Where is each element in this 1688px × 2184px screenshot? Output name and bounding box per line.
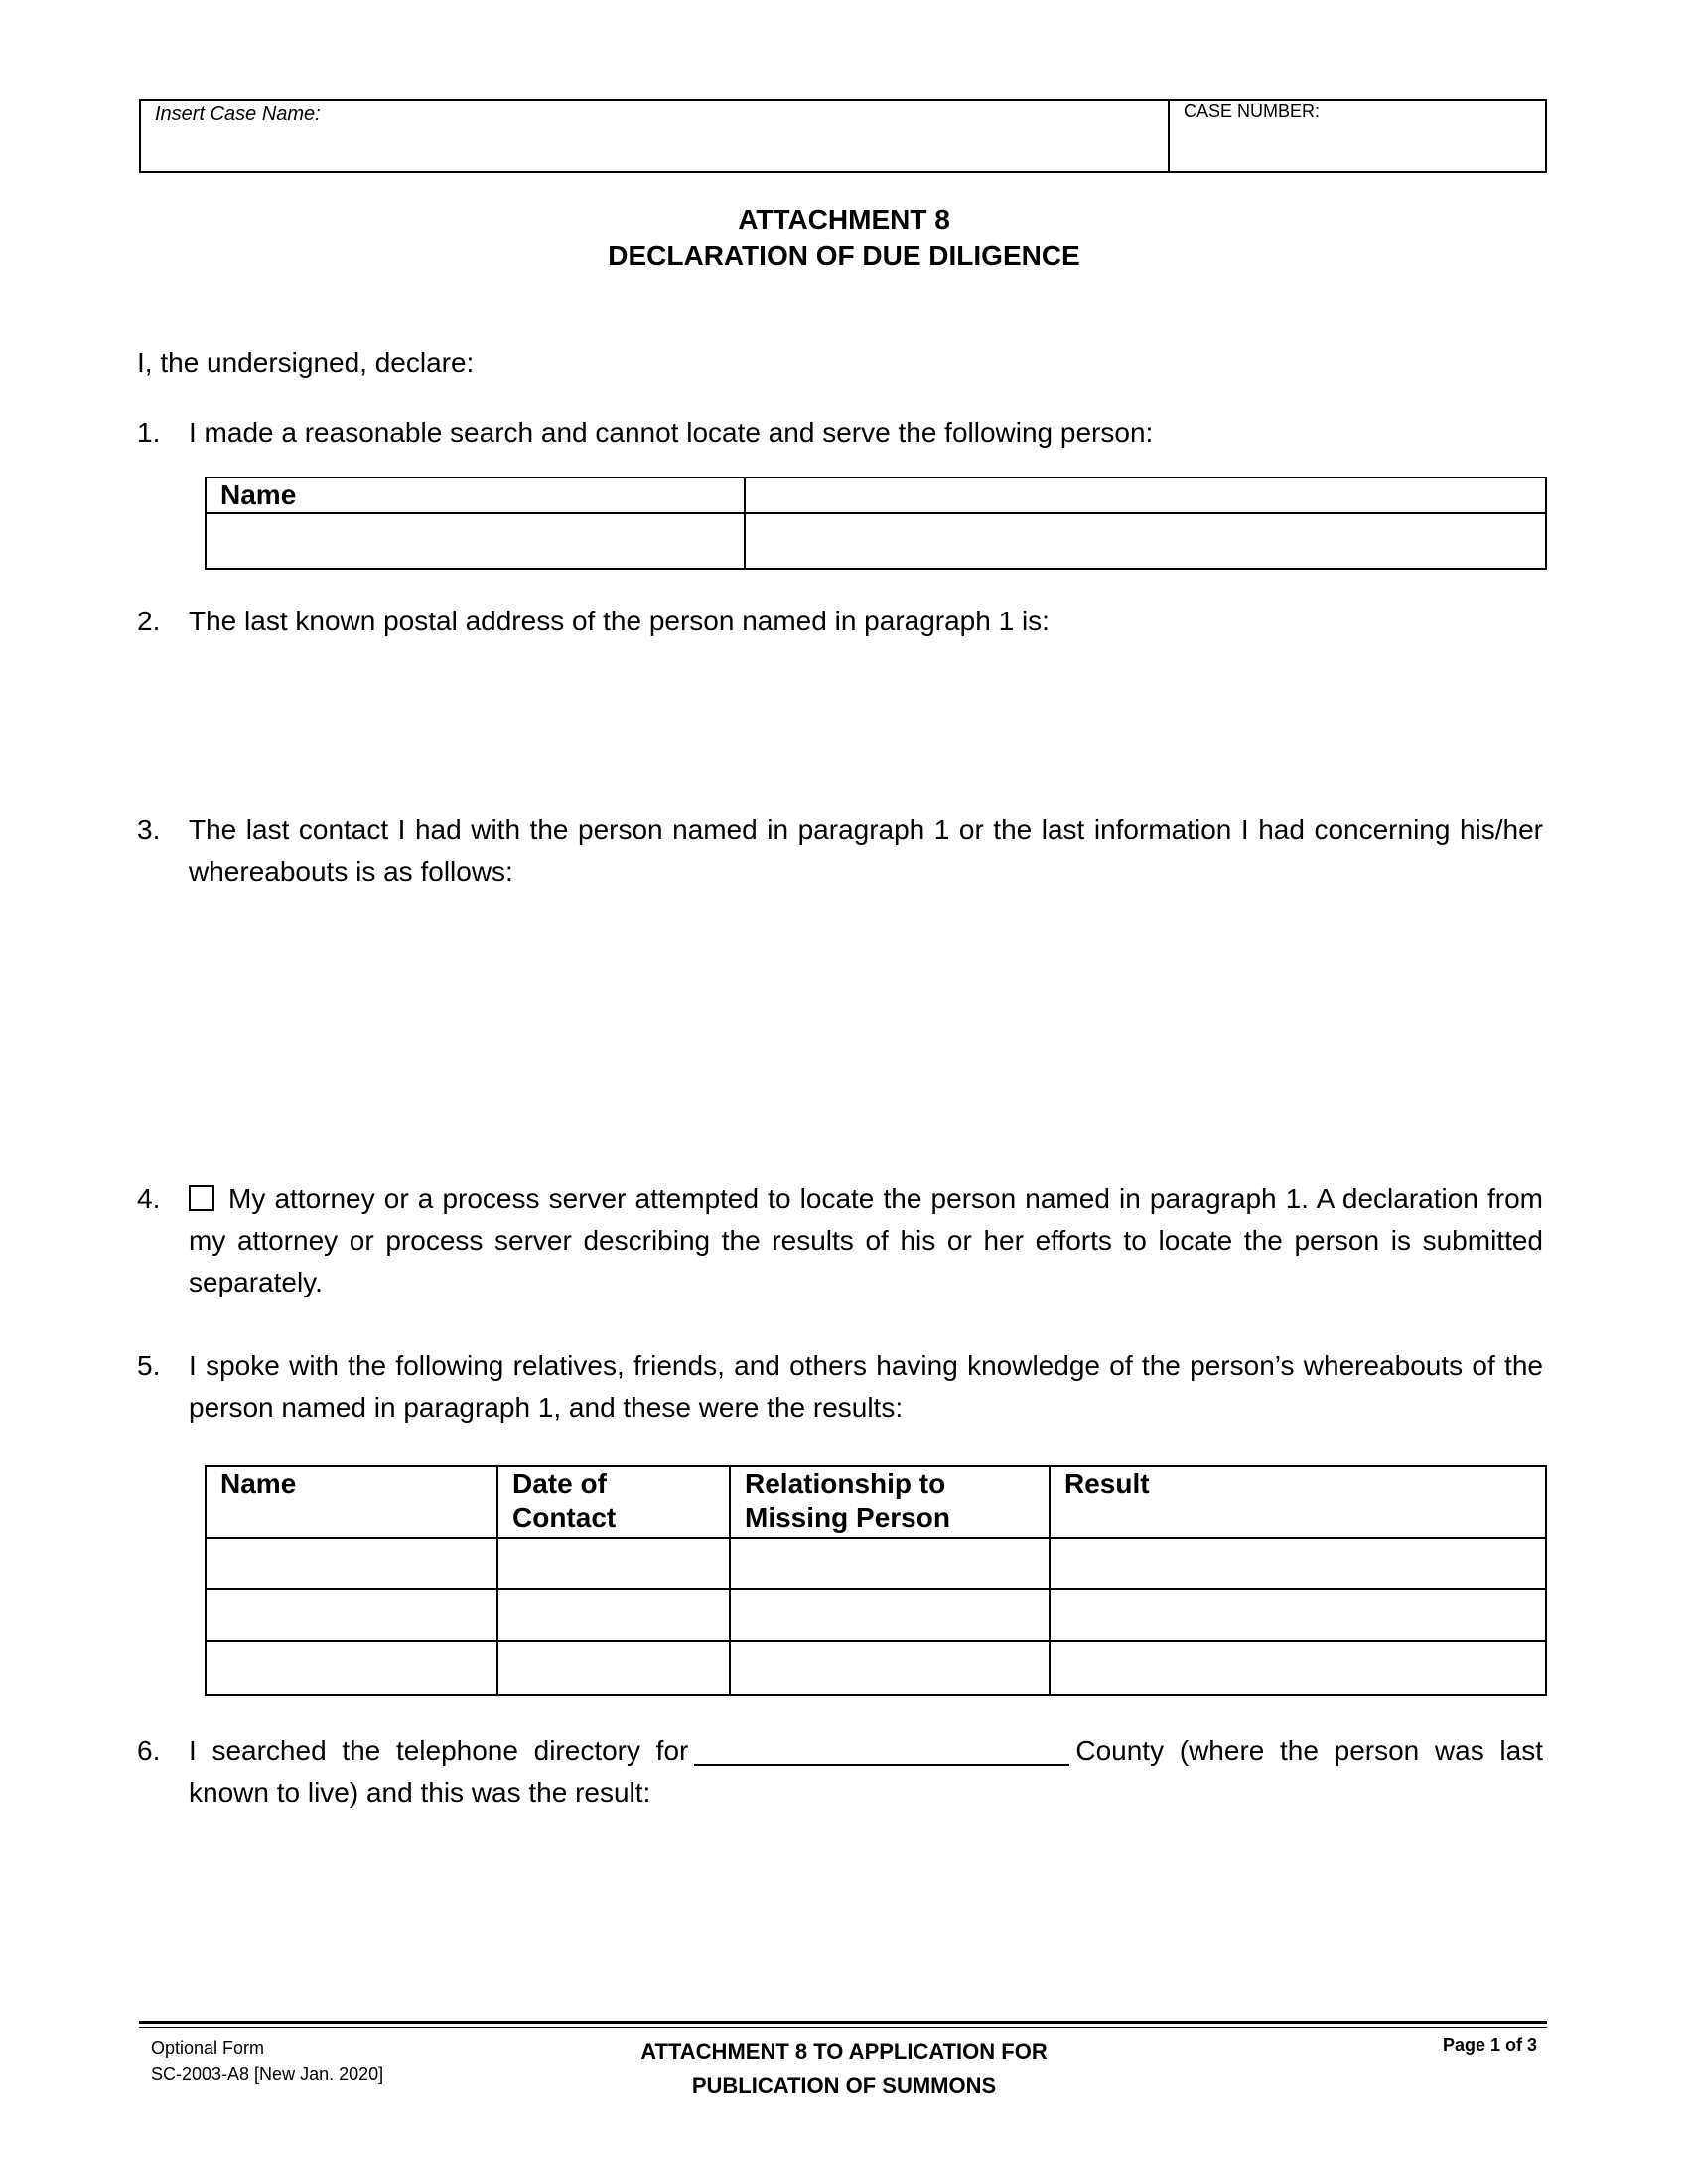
footer-title-line1: ATTACHMENT 8 TO APPLICATION FOR (640, 2039, 1048, 2064)
case-header-box (139, 99, 1547, 173)
paragraph-3-text: The last contact I had with the person named in paragraph 1 or the last information I had concerning his/her whereabouts is as follows: (189, 814, 1543, 887)
contacts-cell[interactable] (497, 1538, 730, 1589)
table-row (206, 1641, 1546, 1695)
table1-cell-value[interactable] (745, 513, 1546, 569)
contacts-cell[interactable] (1050, 1538, 1546, 1589)
contacts-table (205, 1465, 1547, 1696)
contacts-cell[interactable] (206, 1589, 497, 1641)
contacts-header-result: Result (1050, 1466, 1546, 1538)
footer-center (556, 2035, 1132, 2103)
contacts-cell[interactable] (206, 1538, 497, 1589)
contacts-cell[interactable] (1050, 1589, 1546, 1641)
county-blank-field[interactable] (694, 1734, 1069, 1766)
contacts-cell[interactable] (730, 1538, 1050, 1589)
footer-rule (139, 2021, 1547, 2024)
form-title-line2: DECLARATION OF DUE DILIGENCE (608, 240, 1080, 271)
contacts-cell[interactable] (206, 1641, 497, 1695)
paragraph-4-number: 4. (137, 1183, 161, 1214)
paragraph-5-text: I spoke with the following relatives, friends, and others having knowledge of the person’s whereabouts of the person named in paragraph 1, and these were the results: (189, 1350, 1543, 1423)
page-number: Page 1 of 3 (1442, 2035, 1537, 2055)
footer-rule-thin (139, 2027, 1547, 2028)
paragraph-2-text: The last known postal address of the person named in paragraph 1 is: (189, 606, 1050, 636)
paragraph-6-text-before: I searched the telephone directory for (189, 1735, 689, 1766)
paragraph-3-number: 3. (137, 814, 161, 845)
paragraph-6-number: 6. (137, 1735, 161, 1766)
person-name-table (205, 477, 1547, 570)
table1-cell-name[interactable] (206, 513, 745, 569)
case-name-label: Insert Case Name: (155, 103, 321, 125)
optional-form-label: Optional Form (151, 2038, 265, 2058)
paragraph-1-text: I made a reasonable search and cannot locate and serve the following person: (189, 417, 1154, 448)
footer-title-line2: PUBLICATION OF SUMMONS (691, 2073, 997, 2098)
paragraph-6-text-after: County (where the person was last known to live) and this was the result: (189, 1735, 1543, 1808)
contacts-cell[interactable] (730, 1589, 1050, 1641)
paragraph-5-number: 5. (137, 1350, 161, 1381)
table1-header-name: Name (206, 478, 745, 513)
paragraph-4 (189, 1178, 1543, 1303)
contacts-cell[interactable] (730, 1641, 1050, 1695)
form-title-line1: ATTACHMENT 8 (738, 205, 950, 235)
contacts-header-date: Date of Contact (497, 1466, 730, 1538)
contacts-cell[interactable] (1050, 1641, 1546, 1695)
intro-text: I, the undersigned, declare: (137, 347, 475, 378)
attorney-checkbox[interactable] (189, 1185, 214, 1211)
paragraph-4-text: My attorney or a process server attempted to locate the person named in paragraph 1. A declaration from my attorney or process server describing the results of his or her efforts to locate the person is submitted separately. (189, 1183, 1543, 1297)
case-number-label: CASE NUMBER: (1184, 101, 1321, 121)
contacts-cell[interactable] (497, 1589, 730, 1641)
table-row (206, 1538, 1546, 1589)
contacts-header-name: Name (206, 1466, 497, 1538)
contacts-header-relationship: Relationship to Missing Person (730, 1466, 1050, 1538)
footer-left (151, 2035, 383, 2087)
paragraph-2-number: 2. (137, 606, 161, 636)
paragraph-1-number: 1. (137, 417, 161, 448)
paragraph-6 (189, 1730, 1543, 1814)
table1-header-blank (745, 478, 1546, 513)
table-row (206, 1589, 1546, 1641)
contacts-cell[interactable] (497, 1641, 730, 1695)
header-divider (1168, 101, 1170, 171)
form-number: SC-2003-A8 [New Jan. 2020] (151, 2064, 384, 2084)
